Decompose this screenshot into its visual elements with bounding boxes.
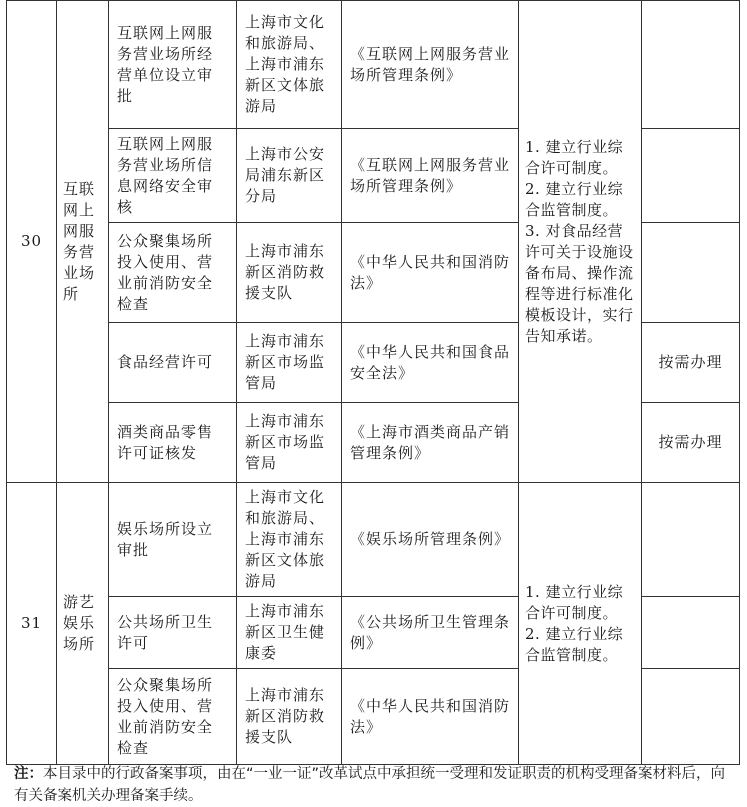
remark — [642, 1, 740, 129]
group-number: 31 — [7, 483, 57, 765]
legal-basis: 《公共场所卫生管理条例》 — [342, 597, 519, 669]
approval-item: 娱乐场所设立审批 — [109, 483, 237, 597]
approval-item: 酒类商品零售许可证核发 — [109, 403, 237, 483]
footnote — [14, 763, 736, 807]
approval-item: 互联网上网服务营业场所信息网络安全审核 — [109, 129, 237, 223]
legal-basis: 《中华人民共和国消防法》 — [342, 669, 519, 765]
footnote-text: 本目录中的行政备案事项，由在“一业一证”改革试点中承担统一受理和发证职责的机构受理备案材料后，向有关备案机关办理备案手续。 — [14, 766, 726, 804]
responsible-dept: 上海市文化和旅游局、上海市浦东新区文体旅游局 — [237, 1, 342, 129]
legal-basis: 《互联网上网服务营业场所管理条例》 — [342, 129, 519, 223]
table-row — [7, 483, 740, 597]
legal-basis: 《娱乐场所管理条例》 — [342, 483, 519, 597]
table-row — [7, 1, 740, 129]
responsible-dept: 上海市浦东新区市场监管局 — [237, 323, 342, 403]
remark: 按需办理 — [642, 403, 740, 483]
approval-item: 公众聚集场所投入使用、营业前消防安全检查 — [109, 669, 237, 765]
remark — [642, 669, 740, 765]
remark — [642, 129, 740, 223]
remark — [642, 597, 740, 669]
industry-category: 游艺娱乐场所 — [57, 483, 109, 765]
remark: 按需办理 — [642, 323, 740, 403]
reform-measures: 1. 建立行业综合许可制度。 2. 建立行业综合监管制度。 — [519, 483, 642, 765]
approval-item: 互联网上网服务营业场所经营单位设立审批 — [109, 1, 237, 129]
remark — [642, 223, 740, 323]
remark — [642, 483, 740, 597]
legal-basis: 《上海市酒类商品产销管理条例》 — [342, 403, 519, 483]
footnote-label: 注： — [14, 766, 43, 782]
approval-item: 公众聚集场所投入使用、营业前消防安全检查 — [109, 223, 237, 323]
group-number: 30 — [7, 1, 57, 483]
approval-item: 食品经营许可 — [109, 323, 237, 403]
responsible-dept: 上海市浦东新区卫生健康委 — [237, 597, 342, 669]
responsible-dept: 上海市浦东新区消防救援支队 — [237, 223, 342, 323]
industry-category: 互联网上网服务营业场所 — [57, 1, 109, 483]
legal-basis: 《互联网上网服务营业场所管理条例》 — [342, 1, 519, 129]
legal-basis: 《中华人民共和国消防法》 — [342, 223, 519, 323]
responsible-dept: 上海市浦东新区消防救援支队 — [237, 669, 342, 765]
responsible-dept: 上海市公安局浦东新区分局 — [237, 129, 342, 223]
responsible-dept: 上海市文化和旅游局、上海市浦东新区文体旅游局 — [237, 483, 342, 597]
license-table — [6, 0, 740, 765]
responsible-dept: 上海市浦东新区市场监管局 — [237, 403, 342, 483]
reform-measures: 1. 建立行业综合许可制度。 2. 建立行业综合监管制度。 3. 对食品经营许可关于设施设备布局、操作流程等进行标准化模板设计，实行告知承诺。 — [519, 1, 642, 483]
legal-basis: 《中华人民共和国食品安全法》 — [342, 323, 519, 403]
approval-item: 公共场所卫生许可 — [109, 597, 237, 669]
